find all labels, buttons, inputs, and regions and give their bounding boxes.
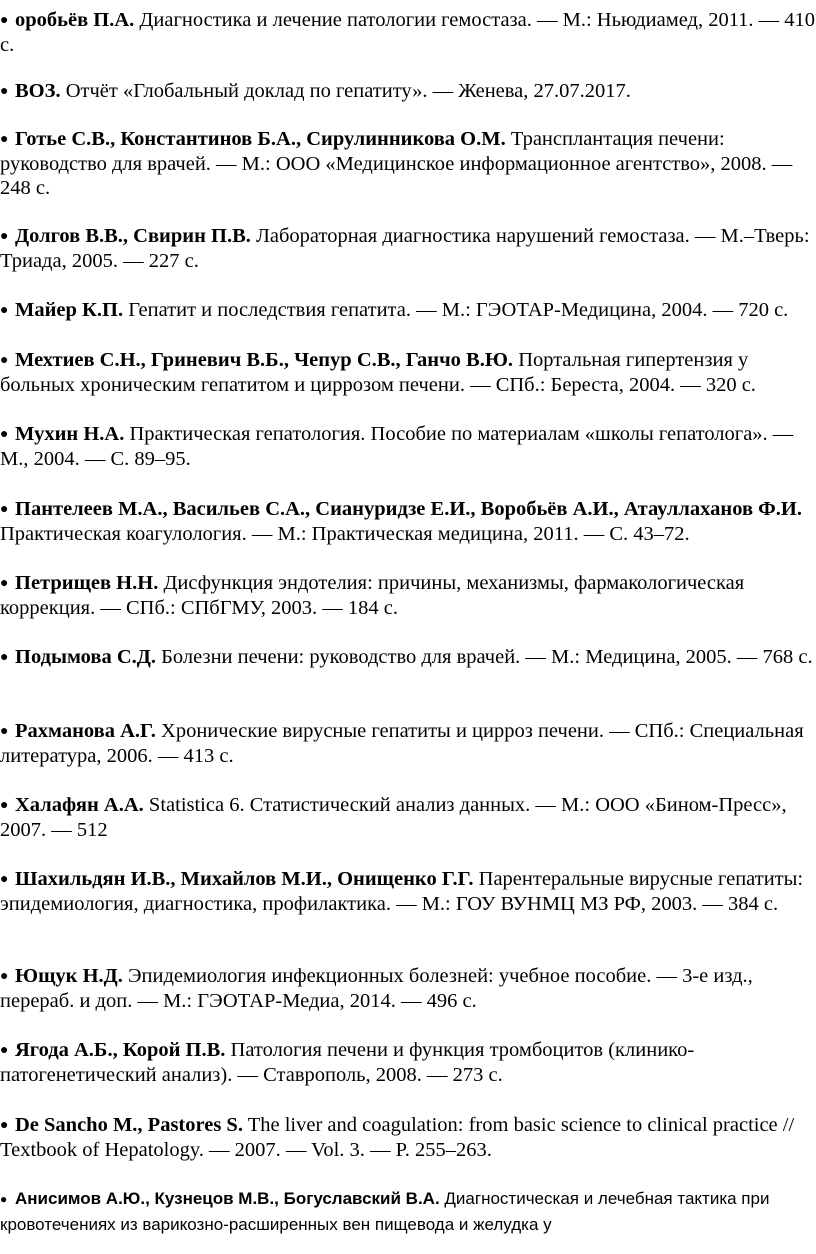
reference-item (0, 8, 816, 57)
bullet-icon: ● (0, 650, 9, 665)
reference-authors: ВОЗ. (15, 80, 61, 102)
reference-item (0, 1186, 816, 1238)
reference-text: Трансплантация печени: руководство для врачей. — М.: ООО «Медицинское информационное агентство», 2008. — 248 с. (0, 128, 793, 199)
reference-text: Практическая гепатология. Пособие по материалам «школы гепатолога». — М., 2004. — С. 89–95. (0, 423, 794, 470)
reference-authors: Шахильдян И.В., Михайлов М.И., Онищенко Г.Г. (15, 868, 474, 890)
reference-authors: Майер К.П. (15, 299, 124, 321)
reference-authors: Подымова С.Д. (15, 646, 157, 668)
reference-authors: Мехтиев С.Н., Гриневич В.Б., Чепур С.В., Ганчо В.Ю. (15, 349, 514, 371)
reference-authors: Петрищев Н.Н. (15, 572, 159, 594)
reference-text: Практическая коагулология. — М.: Практическая медицина, 2011. — С. 43–72. (0, 523, 690, 545)
bullet-icon: ● (0, 353, 9, 368)
reference-authors: Ющук Н.Д. (15, 965, 123, 987)
reference-text: Портальная гипертензия у больных хроническим гепатитом и циррозом печени. — СПб.: Береста, 2004. — 320 с. (0, 349, 756, 396)
bullet-icon: ● (0, 132, 9, 147)
reference-text: Гепатит и последствия гепатита. — М.: ГЭОТАР-Медицина, 2004. — 720 с. (128, 299, 789, 321)
bullet-icon: ● (0, 724, 9, 739)
reference-authors: Пантелеев М.А., Васильев С.А., Сиануридзе Е.И., Воробьёв А.И., Атауллаханов Ф.И. (15, 498, 802, 520)
reference-text: Отчёт «Глобальный доклад по гепатиту». — Женева, 27.07.2017. (65, 80, 631, 102)
reference-item (0, 571, 816, 620)
bullet-icon: ● (0, 427, 9, 442)
reference-authors: De Sancho M., Pastores S. (15, 1114, 243, 1136)
bullet-icon: ● (0, 502, 9, 517)
bullet-icon: ● (0, 872, 9, 887)
reference-text: Эпидемиология инфекционных болезней: учебное пособие. — 3-е изд., перераб. и доп. — М.: ГЭОТАР-Медиа, 2014. — 496 с. (0, 965, 753, 1012)
reference-item (0, 298, 816, 323)
bullet-icon: ● (0, 1118, 9, 1133)
reference-item (0, 348, 816, 397)
reference-item (0, 793, 816, 842)
bullet-icon: ● (0, 1192, 8, 1206)
reference-authors: Готье С.В., Константинов Б.А., Сирулинникова О.М. (15, 128, 506, 150)
reference-text: Дисфункция эндотелия: причины, механизмы, фармакологическая коррекция. — СПб.: СПбГМУ, 2003. — 184 с. (0, 572, 745, 619)
reference-text: Диагностическая и лечебная тактика при кровотечениях из варикозно-расширенных вен пищевода и желудка у (0, 1189, 770, 1234)
reference-text: Statistica 6. Статистический анализ данных. — М.: ООО «Бином-Пресс», 2007. — 512 (0, 794, 787, 841)
reference-text: Диагностика и лечение патологии гемостаза. — М.: Ньюдиамед, 2011. — 410 с. (0, 9, 816, 56)
reference-text: The liver and coagulation: from basic science to clinical practice // Textbook of Hepatology. — 2007. — Vol. 3. — P. 255–263. (0, 1114, 795, 1161)
reference-item (0, 422, 816, 471)
reference-authors: Ягода А.Б., Корой П.В. (15, 1039, 226, 1061)
reference-authors: Халафян А.А. (15, 794, 144, 816)
bullet-icon: ● (0, 1043, 9, 1058)
reference-text: Хронические вирусные гепатиты и цирроз печени. — СПб.: Специальная литература, 2006. — 413 с. (0, 720, 804, 767)
reference-item (0, 1113, 816, 1162)
reference-item (0, 224, 816, 273)
reference-authors: Мухин Н.А. (15, 423, 125, 445)
bullet-icon: ● (0, 229, 9, 244)
bullet-icon: ● (0, 13, 9, 28)
reference-text: Парентеральные вирусные гепатиты: эпидемиология, диагностика, профилактика. — М.: ГОУ ВУНМЦ МЗ РФ, 2003. — 384 с. (0, 868, 804, 915)
reference-item (0, 645, 816, 670)
reference-authors: оробьёв П.А. (15, 9, 135, 31)
bullet-icon: ● (0, 969, 9, 984)
bullet-icon: ● (0, 576, 9, 591)
reference-item (0, 79, 816, 104)
reference-item (0, 497, 816, 546)
reference-item (0, 719, 816, 768)
reference-item (0, 964, 816, 1013)
reference-text: Патология печени и функция тромбоцитов (клинико-патогенетический анализ). — Ставрополь, 2008. — 273 с. (0, 1039, 695, 1086)
reference-text: Лабораторная диагностика нарушений гемостаза. — М.–Тверь: Триада, 2005. — 227 с. (0, 225, 810, 272)
reference-text: Болезни печени: руководство для врачей. — М.: Медицина, 2005. — 768 с. (161, 646, 813, 668)
reference-authors: Рахманова А.Г. (15, 720, 156, 742)
bullet-icon: ● (0, 303, 9, 318)
bullet-icon: ● (0, 798, 9, 813)
reference-authors: Долгов В.В., Свирин П.В. (15, 225, 251, 247)
reference-item (0, 1038, 816, 1087)
reference-item (0, 127, 816, 200)
reference-item (0, 867, 816, 916)
reference-authors: Анисимов А.Ю., Кузнецов М.В., Богуславский В.А. (15, 1189, 440, 1208)
bullet-icon: ● (0, 84, 9, 99)
